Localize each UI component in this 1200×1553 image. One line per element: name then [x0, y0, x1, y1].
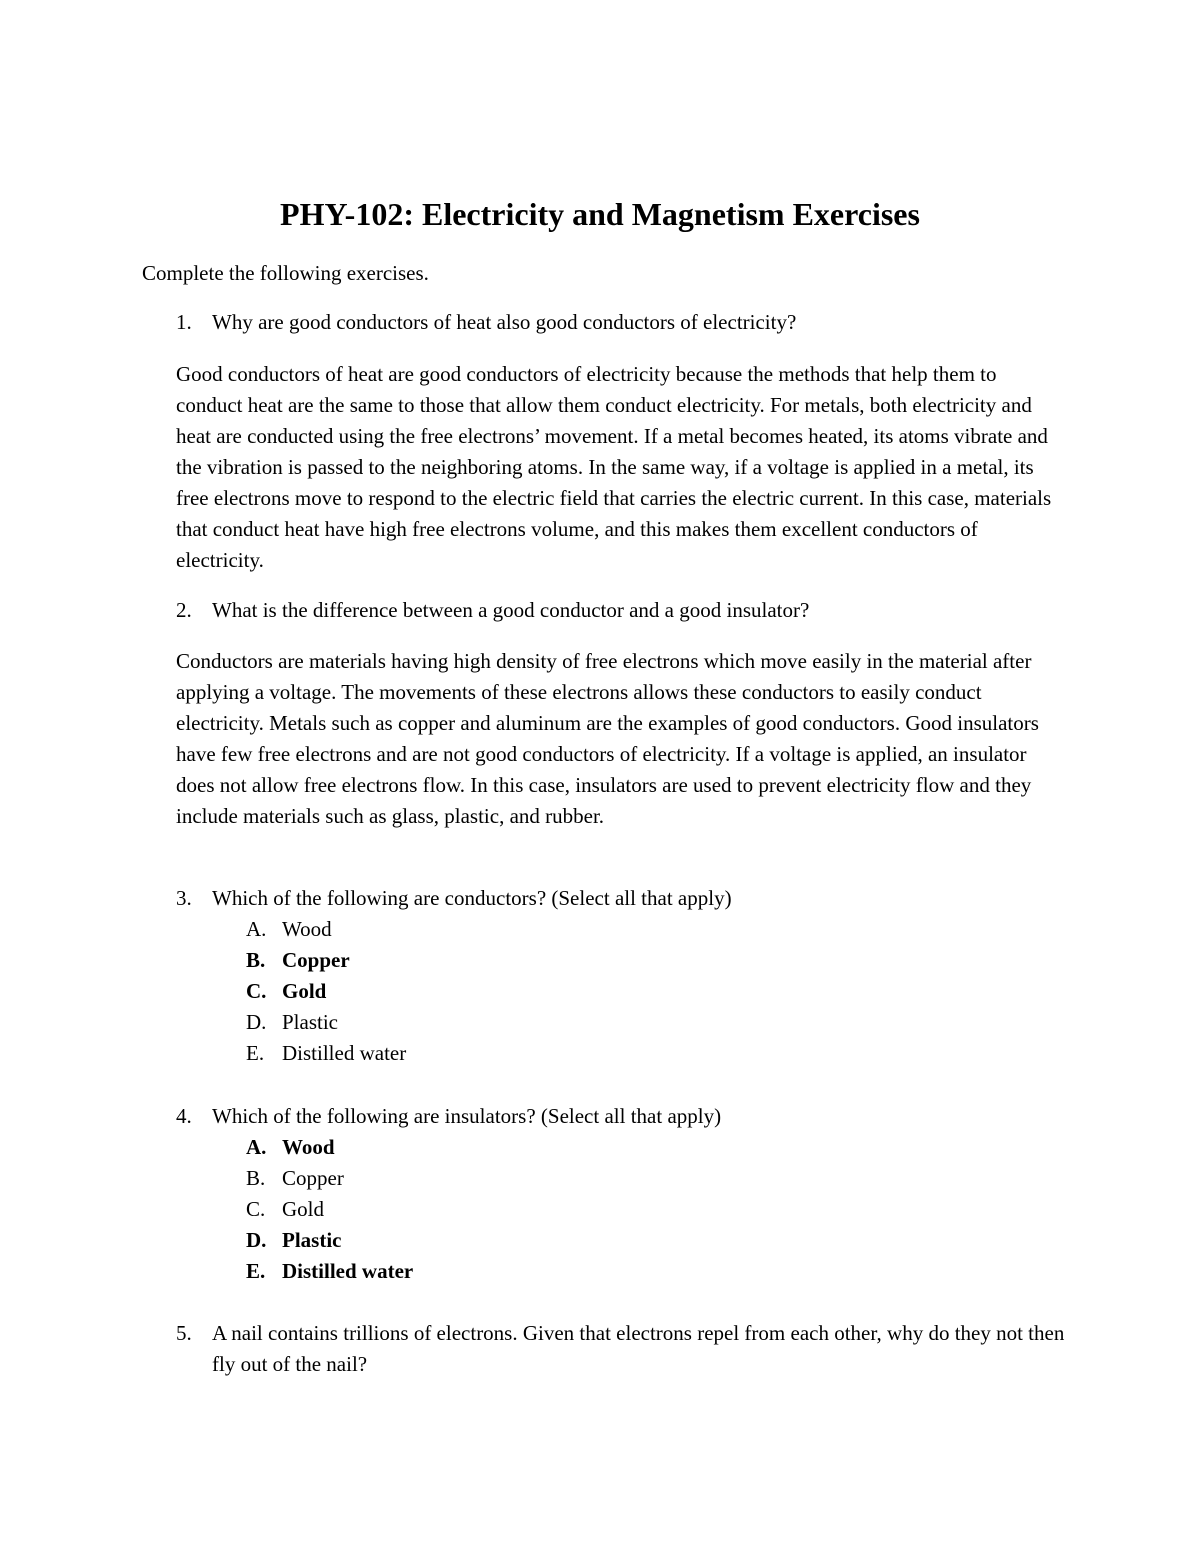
document-title: PHY-102: Electricity and Magnetism Exercises — [280, 196, 920, 232]
option-letter: A. — [246, 1135, 267, 1159]
option-item — [246, 1194, 413, 1225]
question-4 — [176, 1101, 1076, 1132]
question-number: 1. — [176, 310, 192, 334]
option-label: Gold — [282, 1197, 324, 1221]
question-text: What is the difference between a good conductor and a good insulator? — [212, 598, 810, 622]
option-item-selected — [246, 1225, 413, 1256]
question-text: A nail contains trillions of electrons. Given that electrons repel from each other, why do they not then fly out of the nail? — [212, 1321, 1065, 1376]
option-label: Copper — [282, 1166, 344, 1190]
option-item-selected — [246, 976, 406, 1007]
answer-1: Good conductors of heat are good conductors of electricity because the methods that help them to conduct heat are the same to those that allow them conduct electricity. For metals, both electricity and heat are conducted using the free electrons’ movement. If a metal becomes heated, its atoms vibrate and the vibration is passed to the neighboring atoms. In the same way, if a voltage is applied in a metal, its free electrons move to respond to the electric field that carries the electric current. In this case, materials that conduct heat have high free electrons volume, and this makes them excellent conductors of electricity. — [176, 362, 1052, 572]
option-letter: B. — [246, 948, 266, 972]
option-letter: D. — [246, 1228, 267, 1252]
question-number: 2. — [176, 598, 192, 622]
option-letter: C. — [246, 979, 267, 1003]
option-label: Gold — [282, 979, 327, 1003]
option-letter: E. — [246, 1259, 266, 1283]
answer-2: Conductors are materials having high density of free electrons which move easily in the material after applying a voltage. The movements of these electrons allows these conductors to easily conduct electricity. Metals such as copper and aluminum are the examples of good conductors. Good insulators have few free electrons and are not good conductors of electricity. If a voltage is applied, an insulator does not allow free electrons flow. In this case, insulators are used to prevent electricity flow and they include materials such as glass, plastic, and rubber. — [176, 649, 1039, 828]
option-item — [246, 914, 406, 945]
option-label: Wood — [282, 917, 332, 941]
options-list-3 — [246, 914, 406, 1069]
question-number: 3. — [176, 886, 192, 910]
question-number: 5. — [176, 1321, 192, 1345]
option-label: Copper — [282, 948, 350, 972]
option-label: Wood — [282, 1135, 335, 1159]
option-label: Distilled water — [282, 1041, 407, 1065]
option-label: Plastic — [282, 1228, 342, 1252]
option-item — [246, 1163, 413, 1194]
option-item — [246, 1007, 406, 1038]
option-letter: C. — [246, 1197, 266, 1221]
question-number: 4. — [176, 1104, 192, 1128]
option-letter: D. — [246, 1010, 267, 1034]
option-letter: E. — [246, 1041, 265, 1065]
option-letter: A. — [246, 917, 267, 941]
option-item-selected — [246, 1256, 413, 1287]
option-item-selected — [246, 1132, 413, 1163]
question-1 — [176, 307, 1076, 338]
question-text: Which of the following are insulators? (Select all that apply) — [212, 1104, 722, 1128]
question-5 — [176, 1318, 1076, 1380]
option-label: Plastic — [282, 1010, 338, 1034]
option-letter: B. — [246, 1166, 266, 1190]
intro-text: Complete the following exercises. — [142, 261, 429, 285]
question-2 — [176, 595, 1076, 626]
option-item-selected — [246, 945, 406, 976]
option-item — [246, 1038, 406, 1069]
option-label: Distilled water — [282, 1259, 414, 1283]
question-text: Why are good conductors of heat also good conductors of electricity? — [212, 310, 797, 334]
question-3 — [176, 883, 1076, 914]
question-text: Which of the following are conductors? (Select all that apply) — [212, 886, 732, 910]
options-list-4 — [246, 1132, 413, 1287]
